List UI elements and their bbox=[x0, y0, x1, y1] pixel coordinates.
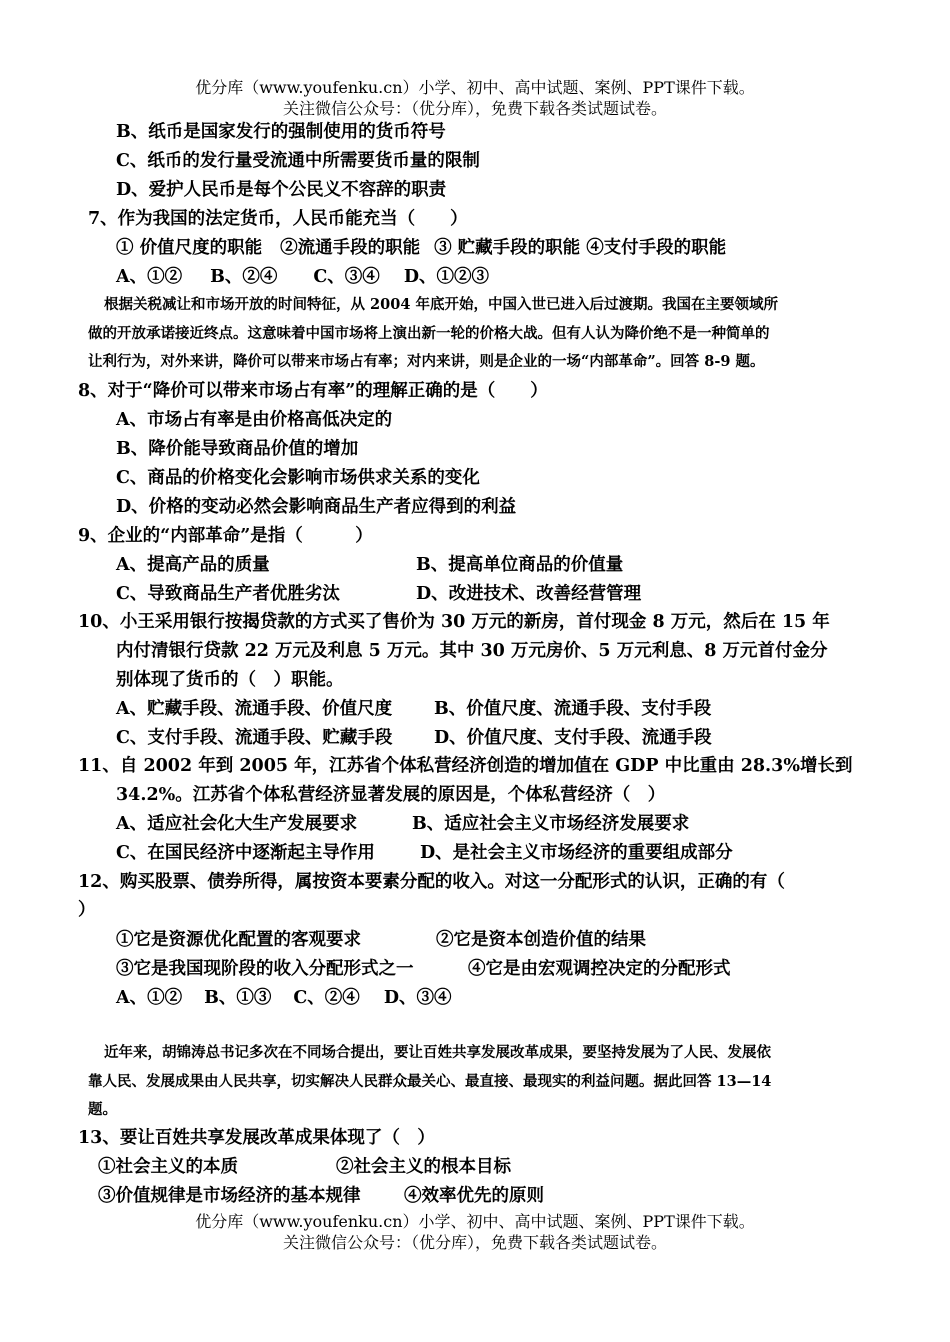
q11-stem-line-1: 11、自 2002 年到 2005 年，江苏省个体私营经济创造的增加值在 GDP 中比重由 28.3%增长到 bbox=[78, 756, 853, 776]
q10-stem-line-3: 别体现了货币的（ ）职能。 bbox=[116, 670, 344, 690]
q7-option-a: A、①② bbox=[116, 267, 183, 287]
header-line-2: 关注微信公众号：（优分库），免费下载各类试题试卷。 bbox=[282, 99, 667, 118]
q8-stem: 8、对于“降价可以带来市场占有率”的理解正确的是（ ） bbox=[78, 381, 548, 401]
q7-option-d: D、①②③ bbox=[403, 267, 489, 287]
q10-option-c: C、支付手段、流通手段、贮藏手段 bbox=[116, 728, 393, 748]
q8-option-c: C、商品的价格变化会影响市场供求关系的变化 bbox=[116, 468, 480, 488]
q12-item-4: ④它是由宏观调控决定的分配形式 bbox=[468, 959, 731, 979]
q8-option-d: D、价格的变动必然会影响商品生产者应得到的利益 bbox=[116, 497, 517, 517]
q10-option-a: A、贮藏手段、流通手段、价值尺度 bbox=[116, 699, 393, 719]
q12-stem-line-1: 12、购买股票、债券所得，属按资本要素分配的收入。对这一分配形式的认识，正确的有（ bbox=[78, 872, 785, 892]
q8-option-a: A、市场占有率是由价格高低决定的 bbox=[116, 410, 393, 430]
q12-option-c: C、②④ bbox=[293, 988, 360, 1008]
footer-line-1: 优分库（www.youfenku.cn）小学、初中、高中试题、案例、PPT课件下载。 bbox=[195, 1212, 755, 1231]
q11-option-d: D、是社会主义市场经济的重要组成部分 bbox=[420, 843, 733, 863]
q13-stem: 13、要让百姓共享发展改革成果体现了（ ） bbox=[78, 1128, 435, 1148]
q12-option-d: D、③④ bbox=[383, 988, 452, 1008]
q12-item-2: ②它是资本创造价值的结果 bbox=[436, 930, 646, 950]
q8-option-b: B、降价能导致商品价值的增加 bbox=[116, 439, 359, 459]
q12-option-b: B、①③ bbox=[204, 988, 272, 1008]
q9-stem: 9、企业的“内部革命”是指（ ） bbox=[78, 526, 373, 546]
q12-item-1: ①它是资源优化配置的客观要求 bbox=[116, 930, 361, 950]
q10-option-b: B、价值尺度、流通手段、支付手段 bbox=[434, 699, 712, 719]
q11-option-a: A、适应社会化大生产发展要求 bbox=[116, 814, 358, 834]
q10-stem-line-2: 内付清银行贷款 22 万元及利息 5 万元。其中 30 万元房价、5 万元利息、8 万元首付金分 bbox=[116, 641, 828, 661]
q13-item-1: ①社会主义的本质 bbox=[98, 1157, 238, 1177]
q9-option-b: B、提高单位商品的价值量 bbox=[416, 555, 624, 575]
q13-item-4: ④效率优先的原则 bbox=[404, 1186, 544, 1206]
q13-item-2: ②社会主义的根本目标 bbox=[336, 1157, 511, 1177]
q7-items bbox=[116, 236, 726, 260]
q6-option-d: D、爱护人民币是每个公民义不容辞的职责 bbox=[116, 180, 447, 200]
passage-2-line-1: 近年来，胡锦涛总书记多次在不同场合提出，要让百姓共享发展改革成果，要坚持发展为了人民、发展依 bbox=[104, 1044, 771, 1061]
q7-item-4: ④支付手段的职能 bbox=[586, 238, 727, 258]
q9-option-d: D、改进技术、改善经营管理 bbox=[416, 584, 642, 604]
q11-option-b: B、适应社会主义市场经济发展要求 bbox=[412, 814, 690, 834]
q9-option-c: C、导致商品生产者优胜劣汰 bbox=[116, 584, 340, 604]
passage-1-line-3: 让利行为，对外来讲，降价可以带来市场占有率；对内来讲，则是企业的一场“内部革命”。回答 8-9 题。 bbox=[88, 353, 765, 370]
q11-option-c: C、在国民经济中逐渐起主导作用 bbox=[116, 843, 375, 863]
q11-stem-line-2: 34.2%。江苏省个体私营经济显著发展的原因是，个体私营经济（ ） bbox=[116, 785, 666, 805]
q7-options bbox=[116, 265, 489, 289]
passage-1-line-1: 根据关税减让和市场开放的时间特征，从 2004 年底开始，中国入世已进入后过渡期。我国在主要领域所 bbox=[104, 296, 778, 313]
q7-stem: 7、作为我国的法定货币，人民币能充当（ ） bbox=[88, 209, 468, 229]
q6-option-b: B、纸币是国家发行的强制使用的货币符号 bbox=[116, 122, 446, 142]
q7-item-2: ②流通手段的职能 bbox=[280, 238, 421, 258]
q7-option-b: B、②④ bbox=[210, 267, 278, 287]
passage-2-line-2: 靠人民、发展成果由人民共享，切实解决人民群众最关心、最直接、最现实的利益问题。据此回答 13—14 bbox=[88, 1073, 772, 1090]
q12-options bbox=[116, 986, 452, 1010]
passage-2-line-3: 题。 bbox=[88, 1101, 117, 1118]
q9-option-a: A、提高产品的质量 bbox=[116, 555, 270, 575]
q12-item-3: ③它是我国现阶段的收入分配形式之一 bbox=[116, 959, 414, 979]
q7-option-c: C、③④ bbox=[313, 267, 380, 287]
q6-option-c: C、纸币的发行量受流通中所需要货币量的限制 bbox=[116, 151, 480, 171]
q12-option-a: A、①② bbox=[116, 988, 183, 1008]
header-line-1: 优分库（www.youfenku.cn）小学、初中、高中试题、案例、PPT课件下载。 bbox=[195, 78, 755, 97]
q10-stem-line-1: 10、小王采用银行按揭贷款的方式买了售价为 30 万元的新房，首付现金 8 万元，然后在 15 年 bbox=[78, 612, 830, 632]
q12-stem-line-2: ） bbox=[78, 900, 96, 920]
footer-line-2: 关注微信公众号：（优分库），免费下载各类试题试卷。 bbox=[282, 1233, 667, 1252]
q10-option-d: D、价值尺度、支付手段、流通手段 bbox=[434, 728, 712, 748]
q13-item-3: ③价值规律是市场经济的基本规律 bbox=[98, 1186, 361, 1206]
passage-1-line-2: 做的开放承诺接近终点。这意味着中国市场将上演出新一轮的价格大战。但有人认为降价绝不是一种简单的 bbox=[88, 325, 770, 342]
q7-item-1: ① 价值尺度的职能 bbox=[116, 238, 263, 258]
q7-item-3: ③ 贮藏手段的职能 bbox=[434, 238, 581, 258]
